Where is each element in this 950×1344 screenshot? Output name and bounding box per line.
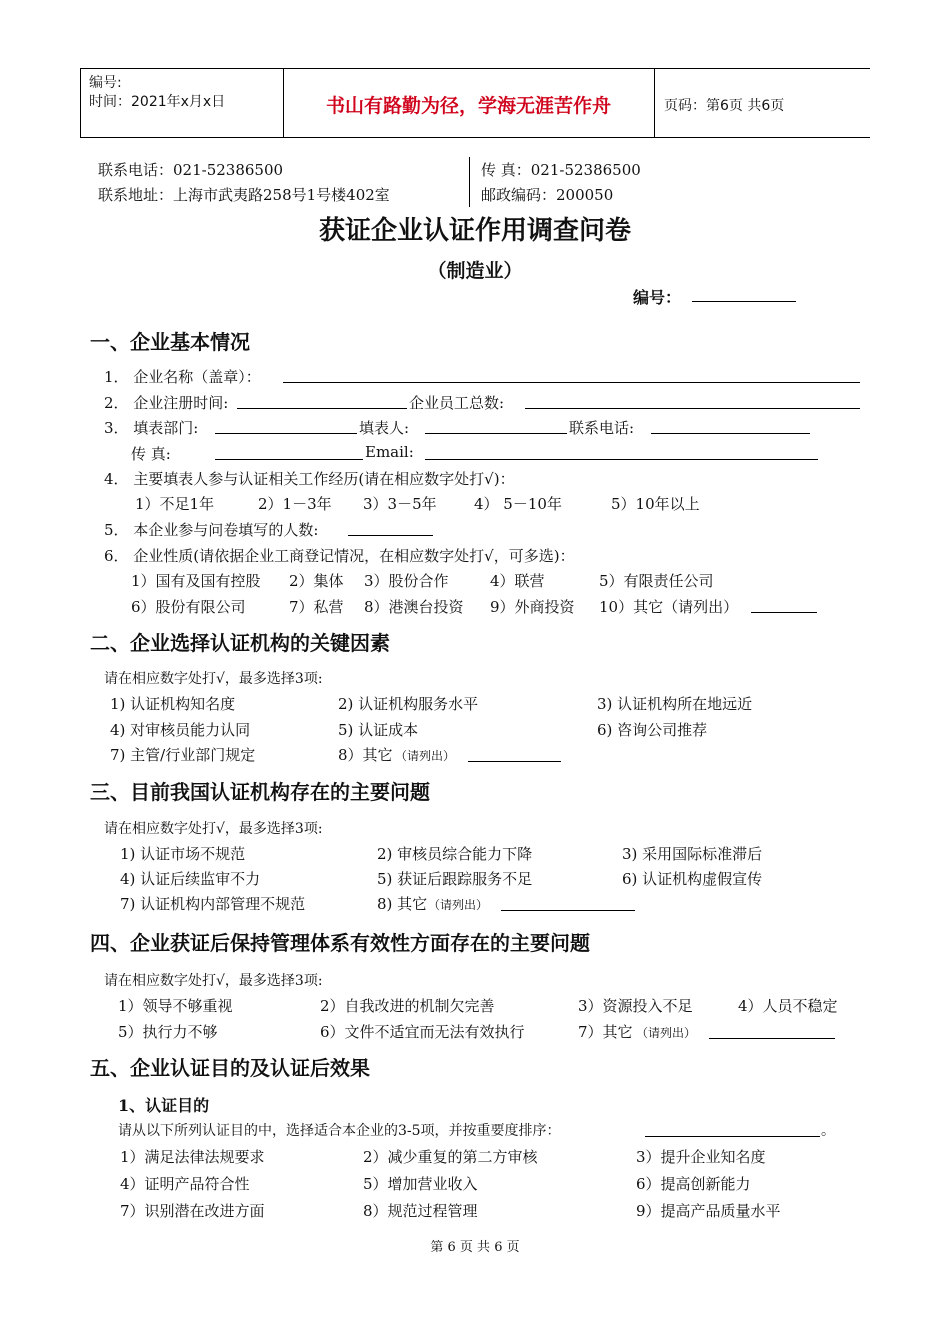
q6-option[interactable]: 10）其它（请列出） bbox=[599, 598, 739, 616]
contact-phone: 联系电话：021-52386500 bbox=[98, 161, 284, 179]
email-field[interactable] bbox=[425, 459, 818, 460]
contact-postcode: 邮政编码：200050 bbox=[481, 186, 614, 204]
contact-divider bbox=[469, 157, 470, 207]
s5-option[interactable]: 6）提高创新能力 bbox=[636, 1175, 751, 1193]
s3-option[interactable]: 1) 认证市场不规范 bbox=[120, 845, 246, 863]
section3-heading: 三、目前我国认证机构存在的主要问题 bbox=[90, 780, 430, 804]
serial-label: 编号： bbox=[633, 288, 682, 307]
s4-option[interactable]: 3）资源投入不足 bbox=[578, 997, 693, 1015]
phone-field[interactable] bbox=[651, 433, 810, 434]
fax-field[interactable] bbox=[215, 459, 363, 460]
contact-address: 联系地址：上海市武夷路258号1号楼402室 bbox=[98, 186, 390, 204]
s4-other-note: （请列出） bbox=[636, 1026, 697, 1040]
s5-option[interactable]: 9）提高产品质量水平 bbox=[636, 1202, 781, 1220]
q6-other-field[interactable] bbox=[751, 612, 817, 613]
header-border-left bbox=[80, 69, 81, 137]
section4-instruction: 请在相应数字处打√，最多选择3项: bbox=[104, 973, 323, 989]
section4-heading: 四、企业获证后保持管理体系有效性方面存在的主要问题 bbox=[90, 931, 590, 955]
s5-option[interactable]: 7）识别潜在改进方面 bbox=[120, 1202, 265, 1220]
s2-option[interactable]: 6) 咨询公司推荐 bbox=[597, 721, 708, 739]
q1-label: 1． 企业名称（盖章）： bbox=[104, 368, 261, 386]
q4-option[interactable]: 2）1－3年 bbox=[258, 495, 332, 513]
header-time: 时间：2021年x月x日 bbox=[89, 94, 226, 110]
section5-instruction-end: 。 bbox=[821, 1123, 835, 1139]
s4-option[interactable]: 2）自我改进的机制欠完善 bbox=[320, 997, 495, 1015]
section5-instruction: 请从以下所列认证目的中，选择适合本企业的3-5项，并按重要度排序： bbox=[118, 1123, 561, 1139]
s3-option[interactable]: 8) 其它 bbox=[377, 895, 428, 913]
q5-label: 5． 本企业参与问卷填写的人数: bbox=[104, 521, 319, 539]
s5-option[interactable]: 1）满足法律法规要求 bbox=[120, 1148, 265, 1166]
s3-other-field[interactable] bbox=[501, 910, 635, 911]
s3-other-note: （请列出） bbox=[428, 898, 489, 912]
filler-field[interactable] bbox=[425, 433, 567, 434]
q3-filler-label: 填表人: bbox=[359, 419, 410, 437]
s3-option[interactable]: 7) 认证机构内部管理不规范 bbox=[120, 895, 306, 913]
q4-label: 4． 主要填表人参与认证相关工作经历(请在相应数字处打√)： bbox=[104, 470, 515, 488]
serial-field[interactable] bbox=[692, 301, 796, 302]
q4-option[interactable]: 3）3－5年 bbox=[363, 495, 437, 513]
page-footer: 第 6 页 共 6 页 bbox=[430, 1240, 520, 1255]
section1-heading: 一、企业基本情况 bbox=[90, 330, 250, 354]
q3-email-label: Email: bbox=[365, 443, 414, 461]
q3-phone-label: 联系电话: bbox=[569, 419, 635, 437]
s5-option[interactable]: 5）增加营业收入 bbox=[363, 1175, 478, 1193]
s5-option[interactable]: 4）证明产品符合性 bbox=[120, 1175, 250, 1193]
s5-option[interactable]: 2）减少重复的第二方审核 bbox=[363, 1148, 538, 1166]
s5-option[interactable]: 8）规范过程管理 bbox=[363, 1202, 478, 1220]
page-title: 获证企业认证作用调查问卷 bbox=[318, 216, 631, 246]
s4-other-field[interactable] bbox=[709, 1038, 835, 1039]
q3-fax-label: 传 真: bbox=[131, 445, 171, 463]
s2-option[interactable]: 7) 主管/行业部门规定 bbox=[110, 746, 256, 764]
s2-option[interactable]: 8）其它 bbox=[338, 746, 393, 764]
department-field[interactable] bbox=[215, 433, 357, 434]
s2-option[interactable]: 2) 认证机构服务水平 bbox=[338, 695, 479, 713]
s2-other-field[interactable] bbox=[468, 761, 561, 762]
q4-option[interactable]: 4） 5－10年 bbox=[474, 495, 562, 513]
s2-option[interactable]: 3) 认证机构所在地远近 bbox=[597, 695, 753, 713]
participant-count-field[interactable] bbox=[348, 535, 433, 536]
s3-option[interactable]: 3) 采用国际标准滞后 bbox=[622, 845, 763, 863]
s2-other-note: （请列出） bbox=[395, 749, 456, 763]
s4-option[interactable]: 4）人员不稳定 bbox=[738, 997, 838, 1015]
q6-label: 6． 企业性质(请依据企业工商登记情况，在相应数字处打√，可多选)： bbox=[104, 547, 575, 565]
section2-heading: 二、企业选择认证机构的关键因素 bbox=[90, 631, 390, 655]
company-name-field[interactable] bbox=[283, 382, 860, 383]
s4-option[interactable]: 6）文件不适宜而无法有效执行 bbox=[320, 1023, 525, 1041]
contact-fax: 传 真：021-52386500 bbox=[481, 161, 641, 179]
employee-count-field[interactable] bbox=[525, 408, 860, 409]
q3-dept-label: 3． 填表部门: bbox=[104, 419, 199, 437]
q6-option[interactable]: 3）股份合作 bbox=[364, 572, 449, 590]
q2-label: 2． 企业注册时间: bbox=[104, 394, 229, 412]
q6-option[interactable]: 2）集体 bbox=[289, 572, 344, 590]
s3-option[interactable]: 6) 认证机构虚假宣传 bbox=[622, 870, 763, 888]
s4-option[interactable]: 7）其它 bbox=[578, 1023, 633, 1041]
section5-subheading: 1、认证目的 bbox=[118, 1096, 210, 1115]
q6-option[interactable]: 9）外商投资 bbox=[490, 598, 575, 616]
s3-option[interactable]: 2) 审核员综合能力下降 bbox=[377, 845, 533, 863]
q6-option[interactable]: 5）有限责任公司 bbox=[599, 572, 714, 590]
s3-option[interactable]: 5) 获证后跟踪服务不足 bbox=[377, 870, 533, 888]
q6-option[interactable]: 4）联营 bbox=[490, 572, 545, 590]
s2-option[interactable]: 5) 认证成本 bbox=[338, 721, 419, 739]
q6-option[interactable]: 8）港澳台投资 bbox=[364, 598, 464, 616]
s4-option[interactable]: 5）执行力不够 bbox=[118, 1023, 218, 1041]
q4-option[interactable]: 5）10年以上 bbox=[611, 495, 700, 513]
section5-heading: 五、企业认证目的及认证后效果 bbox=[90, 1056, 370, 1080]
section2-instruction: 请在相应数字处打√，最多选择3项: bbox=[104, 671, 323, 687]
q6-option[interactable]: 6）股份有限公司 bbox=[131, 598, 246, 616]
registration-time-field[interactable] bbox=[237, 408, 407, 409]
q6-option[interactable]: 1）国有及国有控股 bbox=[131, 572, 261, 590]
q6-option[interactable]: 7）私营 bbox=[289, 598, 344, 616]
header-page-info: 页码：第6页 共6页 bbox=[664, 98, 785, 114]
q2-employees-label: 企业员工总数: bbox=[409, 394, 505, 412]
section3-instruction: 请在相应数字处打√，最多选择3项: bbox=[104, 821, 323, 837]
s3-option[interactable]: 4) 认证后续监审不力 bbox=[120, 870, 261, 888]
s2-option[interactable]: 4) 对审核员能力认同 bbox=[110, 721, 251, 739]
s4-option[interactable]: 1）领导不够重视 bbox=[118, 997, 233, 1015]
header-box bbox=[80, 68, 870, 138]
header-divider-2 bbox=[654, 69, 655, 137]
s2-option[interactable]: 1) 认证机构知名度 bbox=[110, 695, 236, 713]
purpose-ranking-field[interactable] bbox=[645, 1136, 820, 1137]
page-subtitle: （制造业） bbox=[427, 260, 523, 282]
s5-option[interactable]: 3）提升企业知名度 bbox=[636, 1148, 766, 1166]
q4-option[interactable]: 1）不足1年 bbox=[135, 495, 215, 513]
header-number-label: 编号: bbox=[89, 75, 122, 91]
header-motto: 书山有路勤为径，学海无涯苦作舟 bbox=[325, 95, 611, 117]
